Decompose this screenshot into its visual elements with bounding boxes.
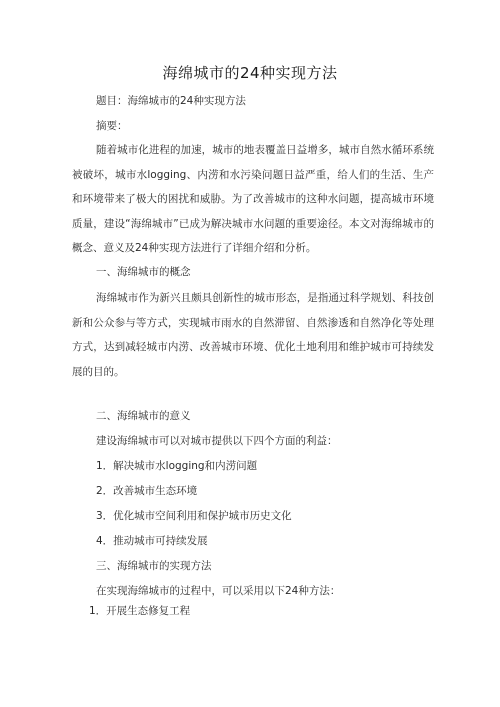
concept-paragraph: 海绵城市作为新兴且颇具创新性的城市形态，是指通过科学规划、科技创新和公众参与等方式，实现城市雨水的自然滞留、自然渗透和自然净化等处理方式，达到减轻城市内涝、改善城市环境、优化土地利用和维护城市可持续发展的目的。 xyxy=(72,292,434,378)
methods-intro: 在实现海绵城市的过程中，可以采用以下24种方法： xyxy=(96,585,341,597)
abstract-paragraph: 随着城市化进程的加速，城市的地表覆盖日益增多，城市自然水循环系统被破坏，城市水logging、内涝和水污染问题日益严重，给人们的生活、生产和环境带来了极大的困扰和威胁。为了改善城市的这种水问题，提高城市环境质量，建设“海绵城市”已成为解决城市水问题的重要途径。本文对海绵城市的概念、意义及24种实现方法进行了详细介绍和分析。 xyxy=(72,144,434,255)
section-heading-methods: 三、海绵城市的实现方法 xyxy=(96,560,212,572)
subject-line: 题目：海绵城市的24种实现方法 xyxy=(96,95,246,107)
method-item: 1．开展生态修复工程 xyxy=(89,605,191,617)
section-heading-significance: 二、海绵城市的意义 xyxy=(96,410,191,422)
document-title: 海绵城市的24种实现方法 xyxy=(162,64,338,82)
benefit-item: 4．推动城市可持续发展 xyxy=(96,535,208,547)
benefit-item: 3．优化城市空间利用和保护城市历史文化 xyxy=(96,510,292,522)
benefit-item: 1．解决城市水logging和内涝问题 xyxy=(96,460,258,472)
benefit-item: 2．改善城市生态环境 xyxy=(96,485,198,497)
significance-intro: 建设海绵城市可以对城市提供以下四个方面的利益： xyxy=(96,435,338,447)
section-heading-concept: 一、海绵城市的概念 xyxy=(96,266,191,278)
abstract-label: 摘要： xyxy=(96,120,128,132)
